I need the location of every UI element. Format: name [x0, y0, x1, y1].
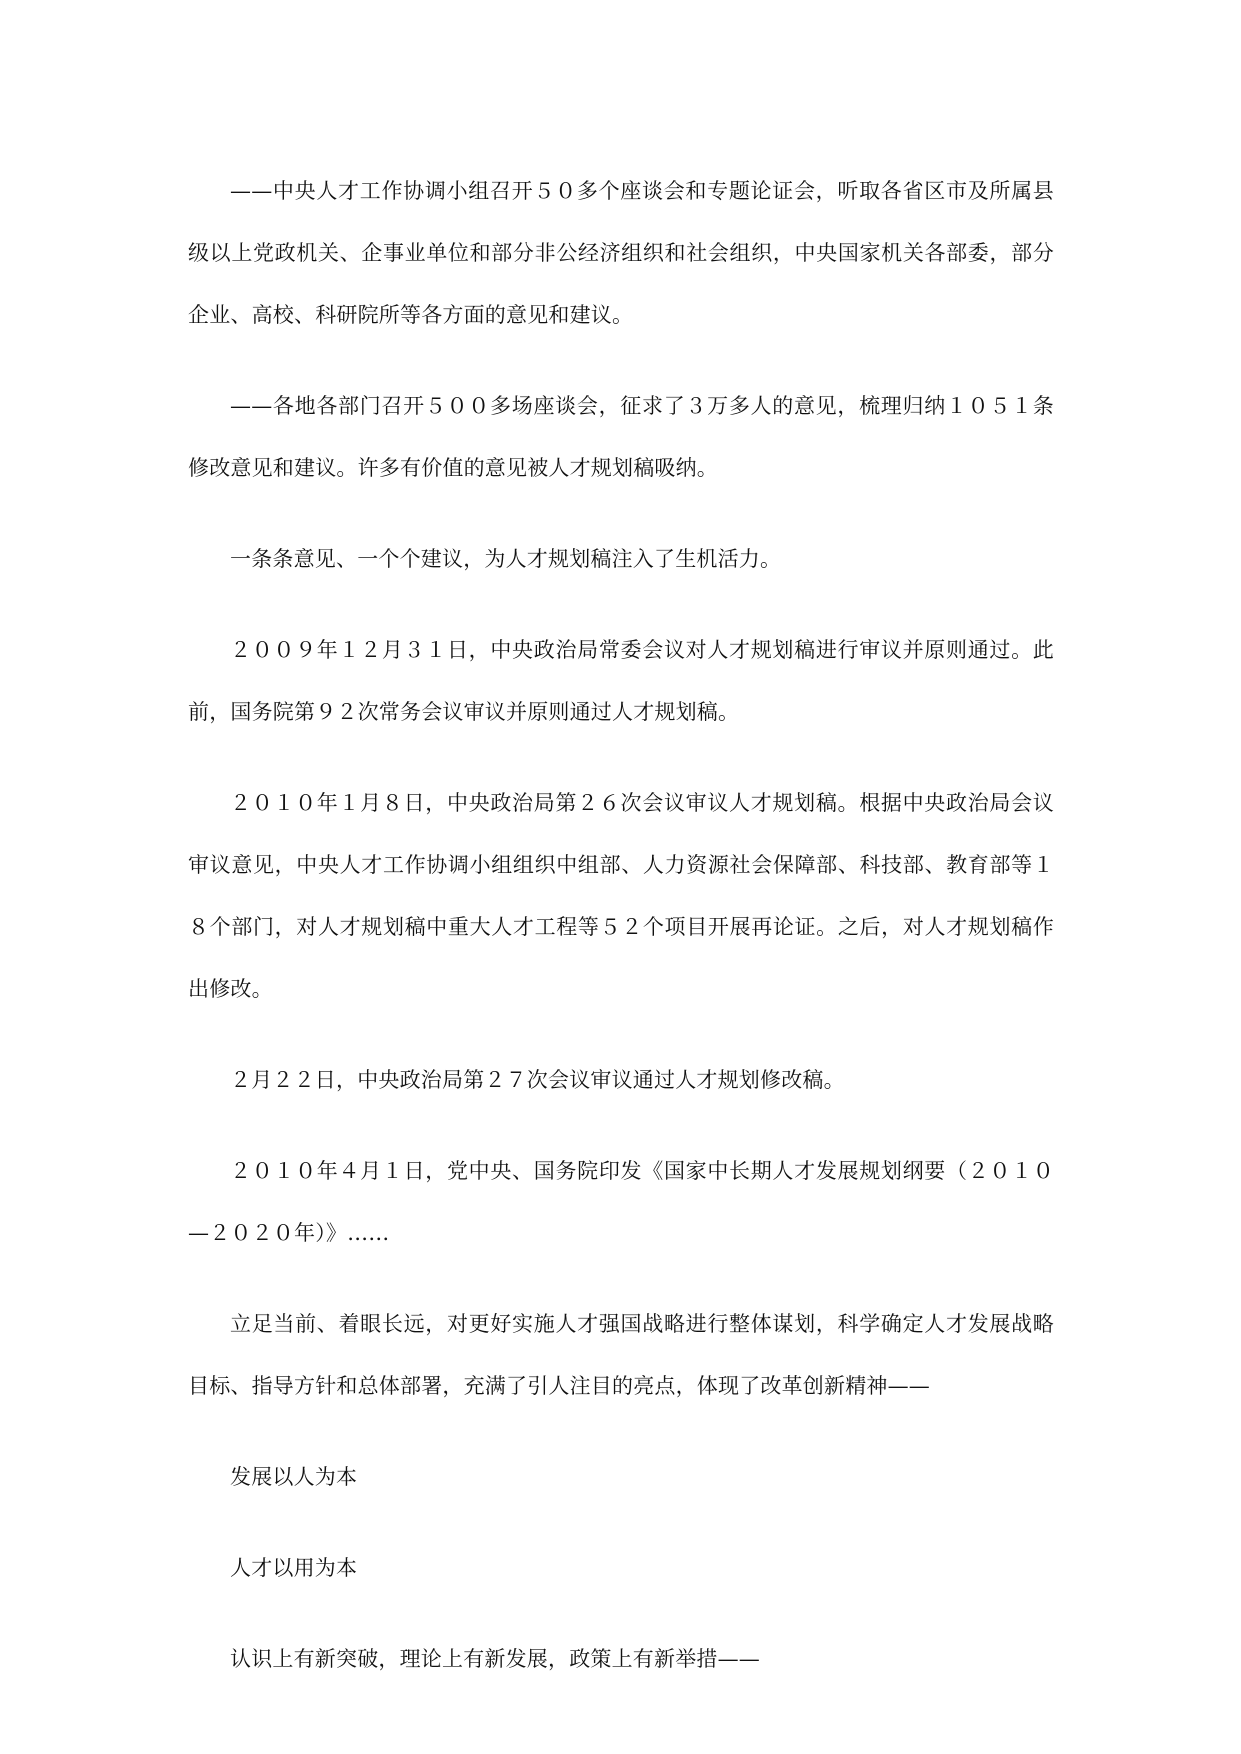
- paragraph-2009-review: ２００９年１２月３１日，中央政治局常委会议对人才规划稿进行审议并原则通过。此前，国务院第９２次常务会议审议并原则通过人才规划稿。: [188, 638, 1054, 724]
- paragraph-opinions: 一条条意见、一个个建议，为人才规划稿注入了生机活力。: [230, 547, 782, 571]
- document-body: [188, 160, 1054, 1719]
- paragraph-april-issue: ２０１０年４月１日，党中央、国务院印发《国家中长期人才发展规划纲要（２０１０—２０２０年）》……: [188, 1159, 1054, 1245]
- paragraph-local-meetings: ——各地各部门召开５００多场座谈会，征求了３万多人的意见，梳理归纳１０５１条修改意见和建议。许多有价值的意见被人才规划稿吸纳。: [188, 394, 1054, 480]
- paragraph-people-first: 发展以人为本: [230, 1465, 358, 1489]
- paragraph-talent-use: 人才以用为本: [230, 1556, 358, 1580]
- paragraph-new-breakthroughs: 认识上有新突破，理论上有新发展，政策上有新举措——: [230, 1647, 760, 1671]
- paragraph-symposiums: ——中央人才工作协调小组召开５０多个座谈会和专题论证会，听取各省区市及所属县级以上党政机关、企事业单位和部分非公经济组织和社会组织，中央国家机关各部委，部分企业、高校、科研院所等各方面的意见和建议。: [188, 179, 1054, 327]
- paragraph-2010-review: ２０１０年１月８日，中央政治局第２６次会议审议人才规划稿。根据中央政治局会议审议意见，中央人才工作协调小组组织中组部、人力资源社会保障部、科技部、教育部等１８个部门，对人才规划稿中重大人才工程等５２个项目开展再论证。之后，对人才规划稿作出修改。: [188, 791, 1054, 1001]
- paragraph-feb-approval: ２月２２日，中央政治局第２７次会议审议通过人才规划修改稿。: [230, 1068, 845, 1092]
- paragraph-strategy: 立足当前、着眼长远，对更好实施人才强国战略进行整体谋划，科学确定人才发展战略目标、指导方针和总体部署，充满了引人注目的亮点，体现了改革创新精神——: [188, 1312, 1054, 1398]
